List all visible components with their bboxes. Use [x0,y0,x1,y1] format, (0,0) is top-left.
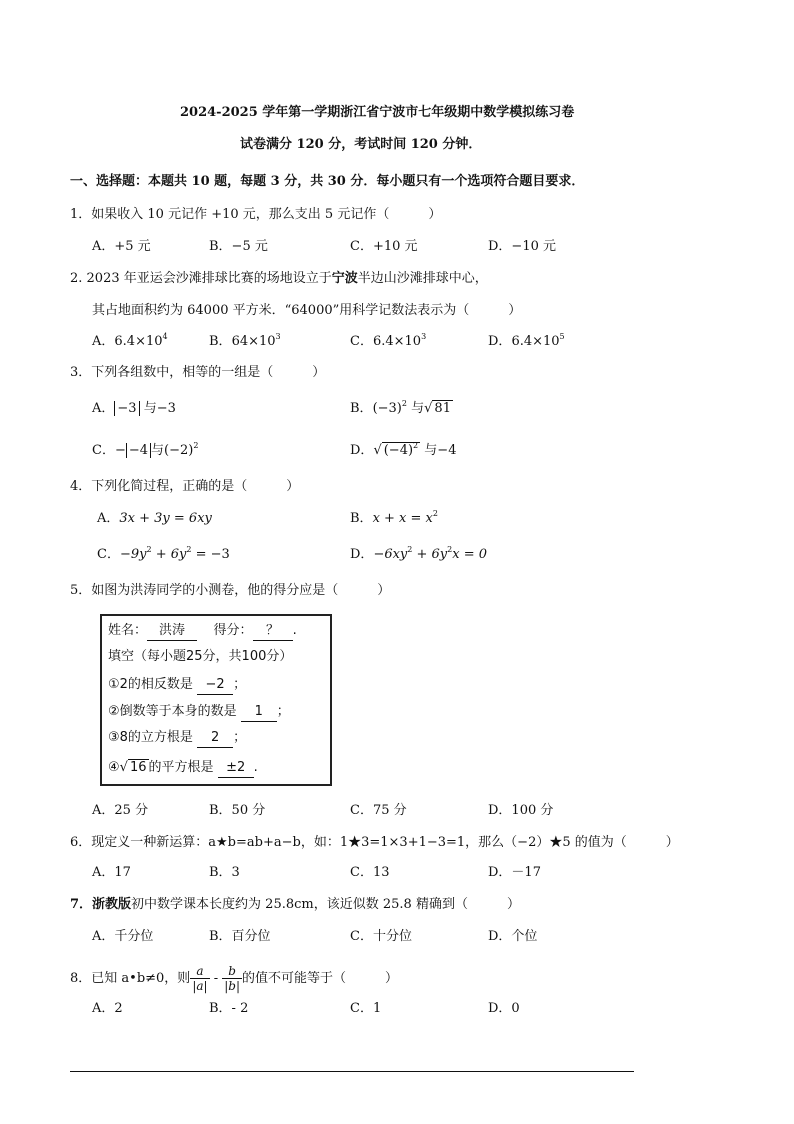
q1-option-c: C．+10 元 [350,239,418,254]
q3-option-d: D．√ $(-4)^2$ 与−4 [350,441,457,458]
q8-option-c: C．1 [350,1001,382,1016]
fraction-a: $\frac{a}{|a|}$ [192,964,208,993]
quiz-paper-figure [100,614,332,786]
q2-option-d: D．$6.4\times 10^5$ [488,332,565,349]
page-bottom-rule [70,1071,634,1072]
q2-option-b: B．$64\times 10^3$ [209,332,281,349]
question-5-stem: 5．如图为洪涛同学的小测卷，他的得分应是（ ） [70,583,391,598]
q4-option-d: D．$-6xy^2 + 6y^2x = 0$ [350,545,488,562]
q7-option-b: B．百分位 [209,929,271,944]
q1-option-d: D．−10 元 [488,239,556,254]
q6-option-c: C．13 [350,865,390,880]
q4-option-c: C．$-9y^2 + 6y^2 = -3$ [97,545,230,562]
q2-stem-pre: 2. 2023 年亚运会沙滩排球比赛的场地设立于 [70,271,332,286]
q7-option-d: D．个位 [488,929,538,944]
sqrt-symbol: √ 81 [424,401,451,416]
fraction-b: $\frac{b}{|b|}$ [224,964,241,993]
q6-option-b: B．3 [209,865,240,880]
q8-option-d: D．0 [488,1001,520,1016]
exam-subtitle: 试卷满分 120 分，考试时间 120 分钟． [240,137,482,152]
q1-option-a: A．+5 元 [92,239,151,254]
q2-option-c: C．$6.4\times 10^3$ [350,332,427,349]
q2-option-a: A．$6.4\times 10^4$ [92,332,168,349]
q5-option-a: A．25 分 [92,803,149,818]
q3-option-b: B．$(-3)^2$ 与√ 81 [350,399,451,416]
quiz-item-2: ②倒数等于本身的数是 1 ； [108,703,290,722]
question-4-stem: 4．下列化简过程，正确的是（ ） [70,479,300,494]
q5-option-d: D．100 分 [488,803,554,818]
question-6-stem: 6．现定义一种新运算：a★b=ab+a−b，如：1★3=1×3+1−3=1，那么（−2）★5 的值为（ ） [70,835,679,850]
question-7-stem: 7．浙教版初中数学课本长度约为 25.8cm，该近似数 25.8 精确到（ ） [70,897,520,912]
quiz-item-4: ④√ 16 的平方根是 ±2 . [108,759,258,778]
q4-option-a: A．3x + 3y = 6xy [97,511,212,526]
section-heading: 一、选择题：本题共 10 题，每题 3 分，共 30 分．每小题只有一个选项符合题目要求． [70,174,585,189]
q2-stem-bold: 宁波 [331,271,358,286]
q1-option-b: B．−5 元 [209,239,268,254]
q2-stem-post: 半边山沙滩排球中心， [357,271,488,286]
quiz-instructions: 填空（每小题25分，共100分） [108,649,293,664]
question-2-stem-line2: 其占地面积约为 64000 平方米．“64000”用科学记数法表示为（ ） [92,303,522,318]
quiz-header: 姓名： 洪涛 得分： ？ . [108,622,297,641]
q3-option-a: A． −3 与−3 [92,401,176,416]
q8-option-a: A．2 [92,1001,123,1016]
question-2-stem [70,270,488,288]
question-8-stem: 8．已知 a•b≠0，则 $\frac{a}{|a|}$ - $\frac{b}{|b|}$ 的值不可能等于（ ） [70,964,399,993]
quiz-item-3: ③8的立方根是 2 ； [108,729,246,748]
q5-option-c: C．75 分 [350,803,407,818]
q8-option-b: B．- 2 [209,1001,249,1016]
page-title: 2024-2025 学年第一学期浙江省宁波市七年级期中数学模拟练习卷 [180,105,575,120]
q5-option-b: B．50 分 [209,803,266,818]
q7-option-a: A．千分位 [92,929,154,944]
question-1-stem: 1．如果收入 10 元记作 +10 元，那么支出 5 元记作（ ） [70,207,442,222]
q6-option-d: D．－17 [488,865,541,880]
q3-option-c: C．− −4 与$(-2)^2$ [92,441,199,458]
sqrt-symbol: √ $(-4)^2$ [373,441,419,458]
question-3-stem: 3．下列各组数中，相等的一组是（ ） [70,365,326,380]
q6-option-a: A．17 [92,865,131,880]
sqrt-symbol: √ 16 [119,760,147,775]
quiz-name-value: 洪涛 [147,622,197,641]
q7-option-c: C．十分位 [350,929,412,944]
quiz-score-value: ？ [253,622,293,641]
quiz-item-1: ①2的相反数是 −2 ； [108,676,246,695]
q4-option-b: B．$x + x = x^2$ [350,509,438,526]
